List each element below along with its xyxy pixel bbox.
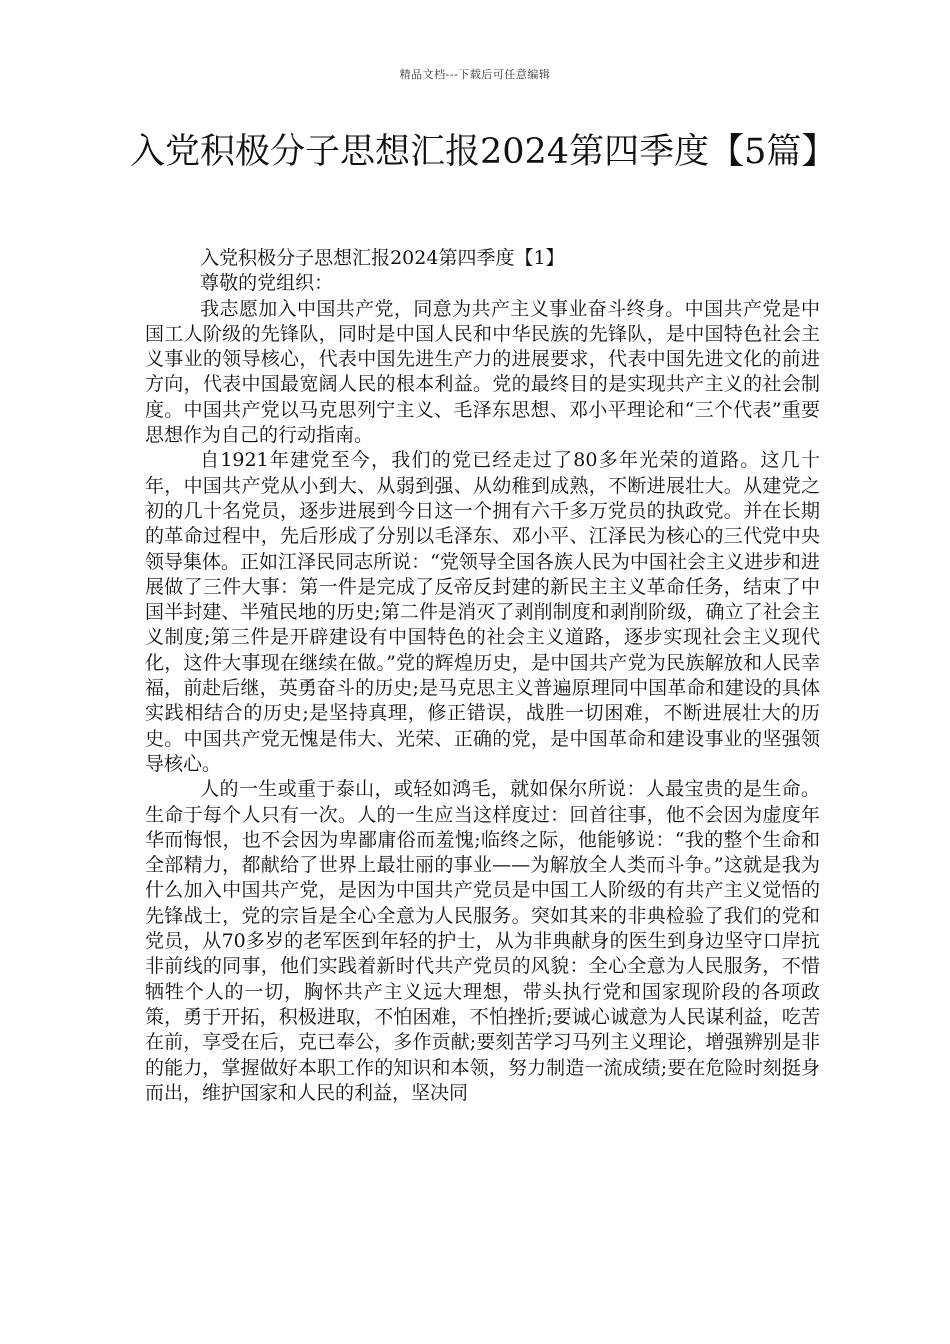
salutation: 尊敬的党组织： <box>200 272 334 295</box>
document-body <box>145 246 820 1106</box>
section-heading: 入党积极分子思想汇报2024第四季度【1】 <box>200 247 565 269</box>
body-paragraph: 自1921年建党至今，我们的党已经走过了80多年光荣的道路。这几十年，中国共产党从小到大、从弱到强、从幼稚到成熟，不断进展壮大。从建党之初的几十名党员，逐步进展到今日这一个拥有六千多万党员的执政党。并在长期的革命过程中，先后形成了分别以毛泽东、邓小平、江泽民为核心的三代党中央领导集体。正如江泽民同志所说：“党领导全国各族人民为中国社会主义进步和进展做了三件大事：第一件是完成了反帝反封建的新民主主义革命任务，结束了中国半封建、半殖民地的历史;第二件是消灭了剥削制度和剥削阶级，确立了社会主义制度;第三件是开辟建设有中国特色的社会主义道路，逐步实现社会主义现代化，这件大事现在继续在做。”党的辉煌历史，是中国共产党为民族解放和人民幸福，前赴后继，英勇奋斗的历史;是马克思主义普遍原理同中国革命和建设的具体实践相结合的历史;是坚持真理，修正错误，战胜一切困难，不断进展壮大的历史。中国共产党无愧是伟大、光荣、正确的党，是中国革命和建设事业的坚强领导核心。 <box>145 449 820 775</box>
body-paragraph: 我志愿加入中国共产党，同意为共产主义事业奋斗终身。中国共产党是中国工人阶级的先锋队，同时是中国人民和中华民族的先锋队，是中国特色社会主义事业的领导核心，代表中国先进生产力的进展要求，代表中国先进文化的前进方向，代表中国最宽阔人民的根本利益。党的最终目的是实现共产主义的社会制度。中国共产党以马克思列宁主义、毛泽东思想、邓小平理论和“三个代表”重要思想作为自己的行动指南。 <box>145 297 820 447</box>
document-title: 入党积极分子思想汇报2024第四季度【5篇】 <box>130 132 837 172</box>
header-note: 精品文档---下载后可任意编辑 <box>399 68 551 81</box>
body-paragraph: 人的一生或重于泰山，或轻如鸿毛，就如保尔所说：人最宝贵的是生命。生命于每个人只有一次。人的一生应当这样度过：回首往事，他不会因为虚度年华而悔恨，也不会因为卑鄙庸俗而羞愧;临终之际，他能够说：“我的整个生命和全部精力，都献给了世界上最壮丽的事业——为解放全人类而斗争。”这就是我为什么加入中国共产党，是因为中国共产党员是中国工人阶级的有共产主义觉悟的先锋战士，党的宗旨是全心全意为人民服务。突如其来的非典检验了我们的党和党员，从70多岁的老军医到年轻的护士，从为非典献身的医生到身边坚守口岸抗非前线的同事，他们实践着新时代共产党员的风貌：全心全意为人民服务，不惜牺牲个人的一切，胸怀共产主义远大理想，带头执行党和国家现阶段的各项政策，勇于开拓，积极进取，不怕困难，不怕挫折;要诚心诚意为人民谋利益，吃苦在前，享受在后，克已奉公，多作贡献;要刻苦学习马列主义理论，增强辨别是非的能力，掌握做好本职工作的知识和本领，努力制造一流成绩;要在危险时刻挺身而出，维护国家和人民的利益，坚决同 <box>145 778 820 1104</box>
